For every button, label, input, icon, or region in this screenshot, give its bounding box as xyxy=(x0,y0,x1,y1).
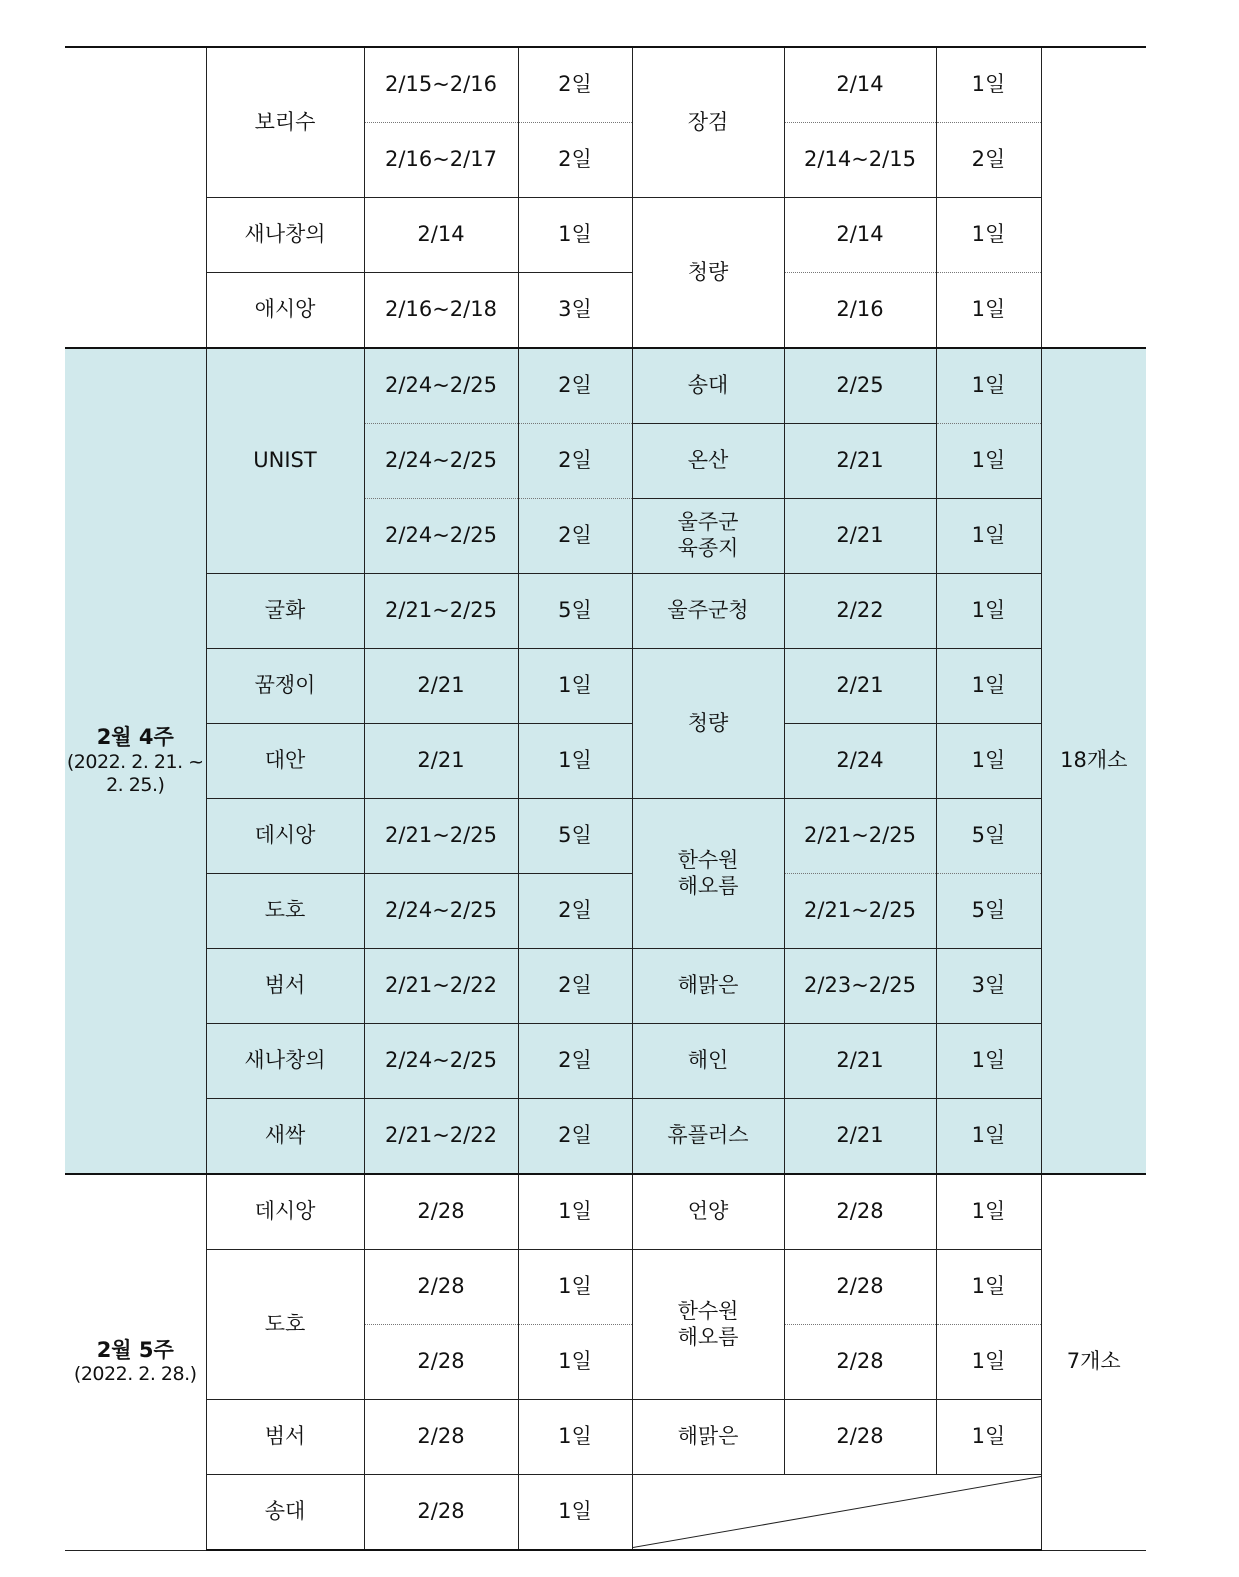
right-date: 2/14 xyxy=(784,47,936,123)
right-site-name: 송대 xyxy=(632,348,784,424)
empty-slashed-cell xyxy=(632,1475,1041,1551)
left-date: 2/28 xyxy=(364,1475,518,1551)
left-days: 5일 xyxy=(518,574,632,649)
left-date: 2/21 xyxy=(364,724,518,799)
right-date: 2/21 xyxy=(784,649,936,724)
table-row xyxy=(65,649,1146,724)
right-date: 2/21~2/25 xyxy=(784,799,936,874)
left-date: 2/24~2/25 xyxy=(364,499,518,574)
table-row xyxy=(65,1475,1146,1551)
right-site-name-multiline xyxy=(632,499,784,574)
left-date: 2/28 xyxy=(364,1400,518,1475)
right-date: 2/21 xyxy=(784,1024,936,1099)
left-days: 1일 xyxy=(518,1250,632,1325)
left-site-name: 새나창의 xyxy=(206,1024,364,1099)
site-count: 7개소 xyxy=(1041,1174,1146,1550)
left-site-name: 데시앙 xyxy=(206,1174,364,1250)
schedule-table xyxy=(65,46,1146,1551)
right-site-name-line2: 해오름 xyxy=(677,1324,739,1349)
right-site-name: 해인 xyxy=(632,1024,784,1099)
week-cell-empty xyxy=(65,47,206,348)
right-site-name-line1: 한수원 xyxy=(677,1298,739,1323)
left-date: 2/24~2/25 xyxy=(364,348,518,424)
right-site-name: 울주군청 xyxy=(632,574,784,649)
left-date: 2/16~2/17 xyxy=(364,123,518,198)
table-row xyxy=(65,198,1146,273)
left-date: 2/21~2/22 xyxy=(364,1099,518,1175)
right-site-name: 언양 xyxy=(632,1174,784,1250)
left-days: 2일 xyxy=(518,424,632,499)
left-site-name: UNIST xyxy=(206,348,364,574)
right-days: 2일 xyxy=(936,123,1041,198)
right-site-name: 해맑은 xyxy=(632,949,784,1024)
left-site-name: 송대 xyxy=(206,1475,364,1551)
left-days: 3일 xyxy=(518,273,632,349)
right-days: 1일 xyxy=(936,574,1041,649)
right-date: 2/21 xyxy=(784,499,936,574)
right-date: 2/28 xyxy=(784,1325,936,1400)
table-row xyxy=(65,1024,1146,1099)
table-row xyxy=(65,724,1146,799)
week-range: (2022. 2. 21. ~ 2. 25.) xyxy=(66,750,204,796)
left-date: 2/24~2/25 xyxy=(364,424,518,499)
left-days: 2일 xyxy=(518,47,632,123)
left-date: 2/28 xyxy=(364,1174,518,1250)
right-days: 1일 xyxy=(936,724,1041,799)
left-days: 2일 xyxy=(518,499,632,574)
left-site-name: 범서 xyxy=(206,949,364,1024)
left-days: 1일 xyxy=(518,1400,632,1475)
left-days: 2일 xyxy=(518,123,632,198)
right-date: 2/14~2/15 xyxy=(784,123,936,198)
count-cell-empty xyxy=(1041,47,1146,348)
left-site-name: 도호 xyxy=(206,1250,364,1400)
left-date: 2/21 xyxy=(364,649,518,724)
right-days: 1일 xyxy=(936,273,1041,349)
right-date: 2/16 xyxy=(784,273,936,349)
left-days: 1일 xyxy=(518,649,632,724)
right-site-name: 청량 xyxy=(632,649,784,799)
right-site-name: 청량 xyxy=(632,198,784,349)
table-row xyxy=(65,799,1146,874)
left-days: 2일 xyxy=(518,1099,632,1175)
right-days: 3일 xyxy=(936,949,1041,1024)
right-site-name-line1: 한수원 xyxy=(677,847,739,872)
table-row xyxy=(65,1250,1146,1325)
right-days: 1일 xyxy=(936,1099,1041,1175)
left-date: 2/21~2/25 xyxy=(364,799,518,874)
left-date: 2/21~2/25 xyxy=(364,574,518,649)
right-site-name-multiline xyxy=(632,1250,784,1400)
right-site-name-multiline xyxy=(632,799,784,949)
left-date: 2/28 xyxy=(364,1325,518,1400)
left-site-name: 데시앙 xyxy=(206,799,364,874)
right-days: 5일 xyxy=(936,874,1041,949)
right-date: 2/28 xyxy=(784,1400,936,1475)
left-site-name: 대안 xyxy=(206,724,364,799)
right-date: 2/21~2/25 xyxy=(784,874,936,949)
left-days: 1일 xyxy=(518,1174,632,1250)
left-days: 2일 xyxy=(518,348,632,424)
left-site-name: 굴화 xyxy=(206,574,364,649)
left-days: 5일 xyxy=(518,799,632,874)
table-row xyxy=(65,47,1146,123)
table-row xyxy=(65,273,1146,349)
week-label: 2월 4주 xyxy=(96,725,174,750)
left-days: 1일 xyxy=(518,198,632,273)
right-date: 2/14 xyxy=(784,198,936,273)
right-site-name: 장검 xyxy=(632,47,784,198)
week-label-cell xyxy=(65,1174,206,1550)
week-range: (2022. 2. 28.) xyxy=(73,1363,197,1386)
right-site-name-line2: 육종지 xyxy=(677,536,739,560)
week-label: 2월 5주 xyxy=(96,1337,174,1362)
left-site-name: 꿈쟁이 xyxy=(206,649,364,724)
right-days: 1일 xyxy=(936,499,1041,574)
table-row xyxy=(65,1099,1146,1175)
right-site-name-line2: 해오름 xyxy=(677,873,739,898)
right-date: 2/28 xyxy=(784,1174,936,1250)
right-site-name: 온산 xyxy=(632,424,784,499)
left-site-name: 새싹 xyxy=(206,1099,364,1175)
right-days: 1일 xyxy=(936,424,1041,499)
table-row xyxy=(65,1174,1146,1250)
table-row xyxy=(65,874,1146,949)
left-date: 2/28 xyxy=(364,1250,518,1325)
left-site-name: 새나창의 xyxy=(206,198,364,273)
left-date: 2/14 xyxy=(364,198,518,273)
table-row xyxy=(65,574,1146,649)
left-date: 2/15~2/16 xyxy=(364,47,518,123)
table-row xyxy=(65,348,1146,424)
left-date: 2/24~2/25 xyxy=(364,874,518,949)
right-site-name-line1: 울주군 xyxy=(677,510,739,535)
right-date: 2/21 xyxy=(784,1099,936,1175)
left-site-name: 보리수 xyxy=(206,47,364,198)
right-days: 1일 xyxy=(936,1325,1041,1400)
right-date: 2/22 xyxy=(784,574,936,649)
right-site-name: 해맑은 xyxy=(632,1400,784,1475)
left-days: 1일 xyxy=(518,1475,632,1551)
right-days: 1일 xyxy=(936,1024,1041,1099)
left-days: 1일 xyxy=(518,724,632,799)
right-date: 2/28 xyxy=(784,1250,936,1325)
left-days: 2일 xyxy=(518,874,632,949)
site-count: 18개소 xyxy=(1041,348,1146,1174)
right-days: 1일 xyxy=(936,1400,1041,1475)
right-date: 2/25 xyxy=(784,348,936,424)
left-site-name: 범서 xyxy=(206,1400,364,1475)
left-site-name: 도호 xyxy=(206,874,364,949)
diagonal-slash xyxy=(633,1475,1041,1549)
right-date: 2/23~2/25 xyxy=(784,949,936,1024)
right-days: 1일 xyxy=(936,1250,1041,1325)
right-days: 5일 xyxy=(936,799,1041,874)
week-label-cell xyxy=(65,348,206,1174)
left-date: 2/24~2/25 xyxy=(364,1024,518,1099)
right-days: 1일 xyxy=(936,348,1041,424)
right-days: 1일 xyxy=(936,47,1041,123)
left-date: 2/16~2/18 xyxy=(364,273,518,349)
left-days: 1일 xyxy=(518,1325,632,1400)
left-days: 2일 xyxy=(518,949,632,1024)
right-site-name: 휴플러스 xyxy=(632,1099,784,1175)
table-row xyxy=(65,1400,1146,1475)
right-days: 1일 xyxy=(936,1174,1041,1250)
left-site-name: 애시앙 xyxy=(206,273,364,349)
right-date: 2/24 xyxy=(784,724,936,799)
right-days: 1일 xyxy=(936,649,1041,724)
right-date: 2/21 xyxy=(784,424,936,499)
right-days: 1일 xyxy=(936,198,1041,273)
table-row xyxy=(65,949,1146,1024)
left-date: 2/21~2/22 xyxy=(364,949,518,1024)
left-days: 2일 xyxy=(518,1024,632,1099)
